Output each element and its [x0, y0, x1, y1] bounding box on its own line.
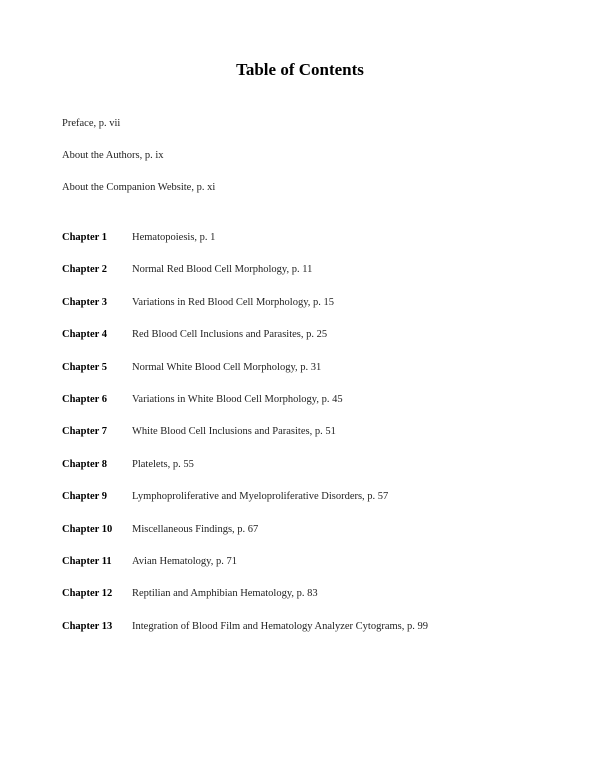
chapter-number: Chapter 7 [62, 426, 108, 438]
chapter-entry[interactable] [62, 457, 428, 489]
chapter-entry[interactable] [62, 586, 428, 618]
chapter-number: Chapter 2 [62, 264, 108, 276]
chapter-title: Hematopoiesis, p. 1 [132, 232, 216, 243]
front-matter-item[interactable]: Preface, p. vii [62, 118, 121, 129]
chapter-entry[interactable] [62, 619, 428, 651]
chapter-number: Chapter 1 [62, 232, 108, 243]
chapter-number: Chapter 4 [62, 329, 108, 341]
chapter-entry[interactable] [62, 522, 428, 554]
chapter-number: Chapter 11 [62, 555, 112, 567]
chapter-number: Chapter 8 [62, 458, 108, 470]
chapter-number: Chapter 3 [62, 296, 108, 308]
chapter-title: Red Blood Cell Inclusions and Parasites, p. 25 [132, 329, 328, 341]
chapter-number: Chapter 13 [62, 620, 113, 632]
chapter-entry[interactable] [62, 230, 428, 262]
chapter-entry[interactable] [62, 392, 428, 424]
chapter-title: Reptilian and Amphibian Hematology, p. 83 [132, 588, 318, 600]
chapter-title: Platelets, p. 55 [132, 458, 194, 470]
chapter-title: Avian Hematology, p. 71 [132, 555, 237, 567]
front-matter-item[interactable]: About the Authors, p. ix [62, 150, 164, 161]
chapter-entry[interactable] [62, 360, 428, 392]
chapter-number: Chapter 12 [62, 588, 113, 600]
chapter-title: White Blood Cell Inclusions and Parasites, p. 51 [132, 426, 336, 438]
chapter-title: Variations in White Blood Cell Morphology, p. 45 [132, 393, 343, 405]
chapter-title: Lymphoproliferative and Myeloproliferative Disorders, p. 57 [132, 491, 389, 503]
chapter-entry[interactable] [62, 554, 428, 586]
chapter-number: Chapter 6 [62, 393, 108, 405]
page-title: Table of Contents [236, 60, 364, 79]
chapter-entry[interactable] [62, 262, 428, 294]
chapter-title: Variations in Red Blood Cell Morphology, p. 15 [132, 296, 335, 308]
front-matter-item[interactable]: About the Companion Website, p. xi [62, 182, 216, 193]
chapter-entry[interactable] [62, 327, 428, 359]
chapter-title: Integration of Blood Film and Hematology Analyzer Cytograms, p. 99 [132, 620, 428, 632]
chapter-title: Normal Red Blood Cell Morphology, p. 11 [132, 264, 313, 276]
chapter-list [62, 230, 428, 651]
chapter-entry[interactable] [62, 295, 428, 327]
chapter-number: Chapter 9 [62, 491, 108, 503]
front-matter-list [62, 116, 215, 212]
chapter-entry[interactable] [62, 489, 428, 521]
chapter-number: Chapter 5 [62, 361, 108, 373]
chapter-title: Miscellaneous Findings, p. 67 [132, 523, 259, 535]
chapter-number: Chapter 10 [62, 523, 113, 535]
chapter-entry[interactable] [62, 424, 428, 456]
chapter-title: Normal White Blood Cell Morphology, p. 31 [132, 361, 322, 373]
